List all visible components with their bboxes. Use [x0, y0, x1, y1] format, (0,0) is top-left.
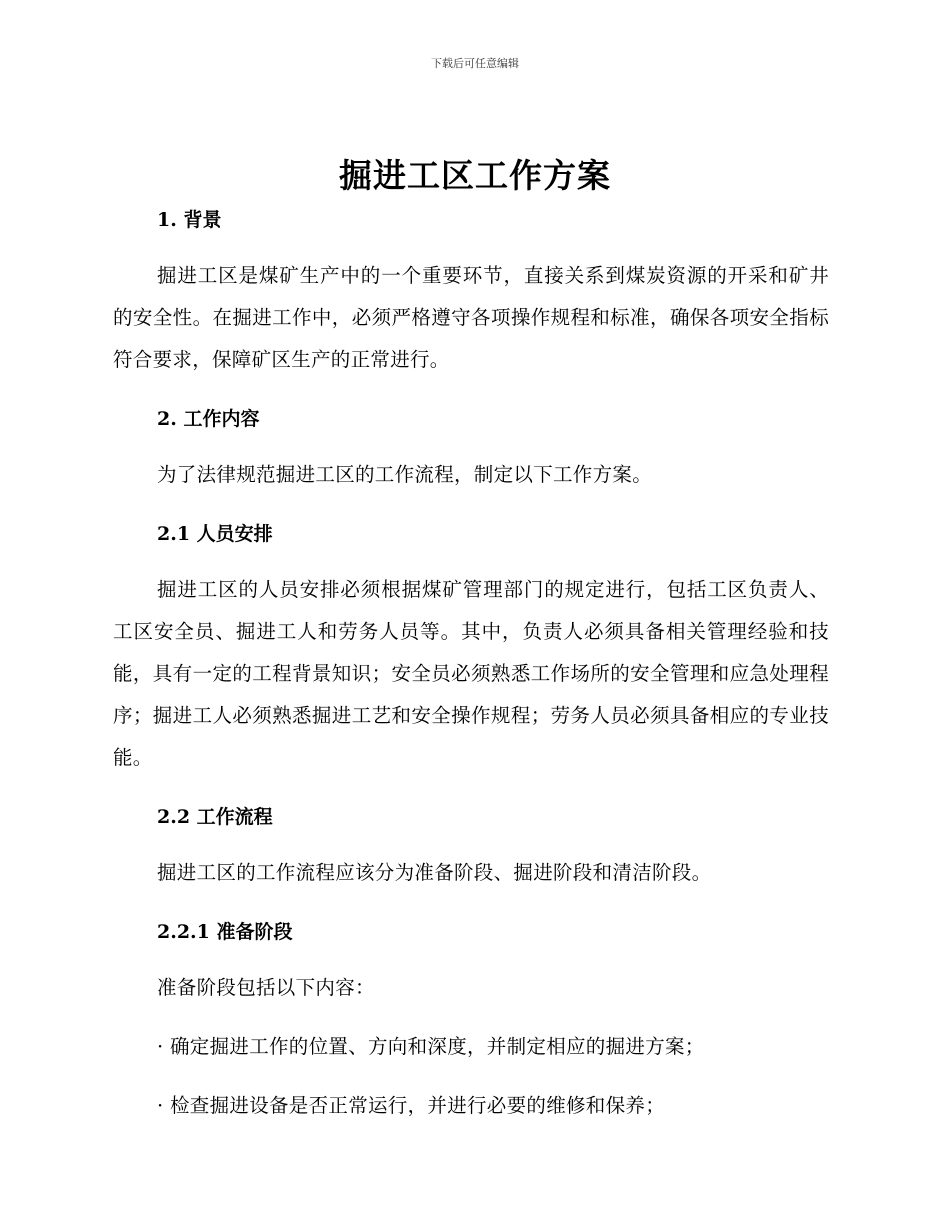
section-heading-work-content: 2. 工作内容 [157, 408, 260, 430]
paragraph-work-content: 为了法律规范掘进工区的工作流程，制定以下工作方案。 [157, 463, 653, 486]
list-item: · 确定掘进工作的位置、方向和深度，并制定相应的掘进方案； [157, 1035, 705, 1058]
section-heading-background: 1. 背景 [157, 209, 222, 231]
list-item: · 检查掘进设备是否正常运行，并进行必要的维修和保养； [157, 1094, 665, 1117]
section-heading-workflow: 2.2 工作流程 [157, 806, 273, 828]
document-title: 掘进工区工作方案 [339, 156, 611, 195]
paragraph-staffing: 掘进工区的人员安排必须根据煤矿管理部门的规定进行，包括工区负责人、工区安全员、掘进工人和劳务人员等。其中，负责人必须具备相关管理经验和技能，具有一定的工程背景知识；安全员必须熟悉工作场所的安全管理和应急处理程序；掘进工人必须熟悉掘进工艺和安全操作规程；劳务人员必须具备相应的专业技能。 [113, 578, 829, 769]
section-heading-staffing: 2.1 人员安排 [157, 523, 273, 545]
paragraph-preparation-intro: 准备阶段包括以下内容： [157, 976, 375, 999]
header-note: 下载后可任意编辑 [431, 57, 519, 70]
document-body [113, 202, 829, 1127]
paragraph-workflow: 掘进工区的工作流程应该分为准备阶段、掘进阶段和清洁阶段。 [157, 861, 712, 884]
paragraph-background: 掘进工区是煤矿生产中的一个重要环节，直接关系到煤炭资源的开采和矿井的安全性。在掘进工作中，必须严格遵守各项操作规程和标准，确保各项安全指标符合要求，保障矿区生产的正常进行。 [113, 264, 829, 371]
section-heading-preparation: 2.2.1 准备阶段 [157, 921, 293, 943]
